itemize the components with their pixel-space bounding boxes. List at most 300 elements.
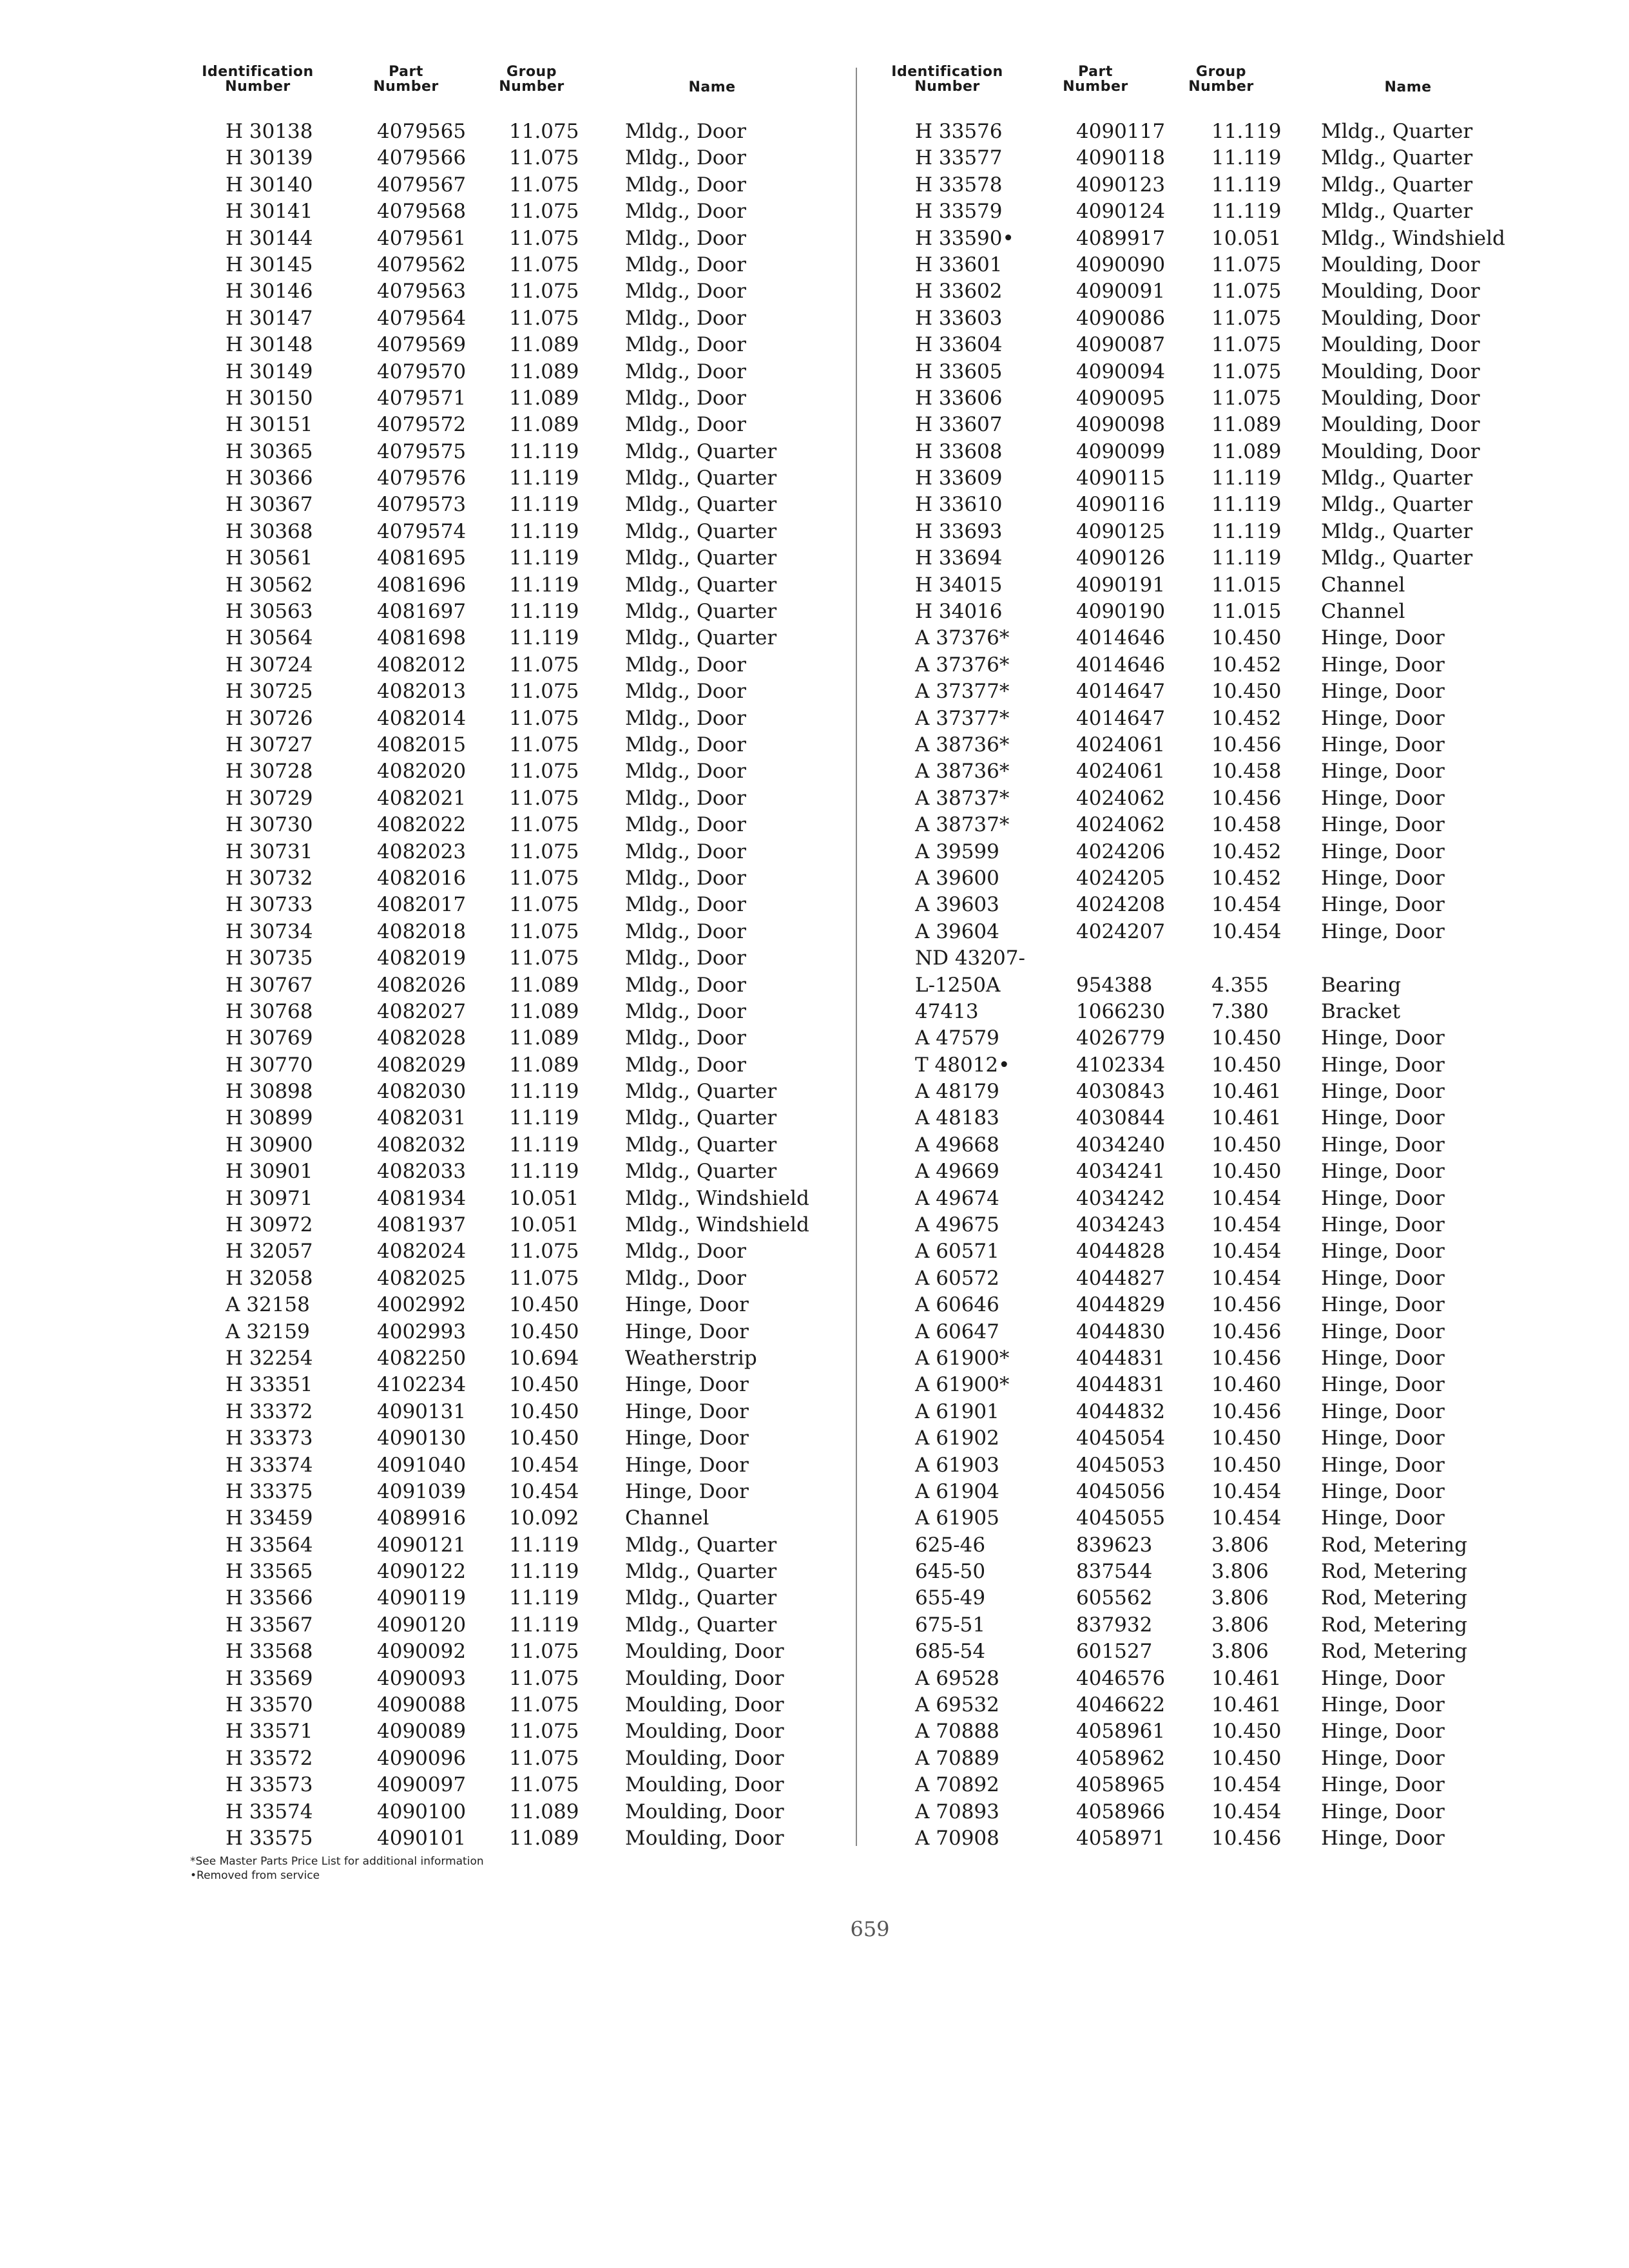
table-row	[187, 839, 838, 865]
group-number-cell: 3.806	[1211, 1560, 1269, 1584]
part-number-cell: 4034240	[1076, 1133, 1166, 1157]
identification-number-cell: A 38736*	[915, 733, 1010, 756]
part-name-cell: Hinge, Door	[625, 1479, 749, 1503]
part-number-cell: 4090126	[1076, 546, 1166, 570]
part-name-cell: Mldg., Door	[625, 1240, 746, 1264]
group-number-cell: 11.119	[1211, 146, 1282, 170]
part-name-cell: Hinge, Door	[1321, 813, 1445, 837]
part-name-cell: Moulding, Door	[625, 1827, 784, 1850]
part-name-cell: Hinge, Door	[1321, 1186, 1445, 1210]
identification-number-cell: H 30767	[226, 973, 313, 997]
part-number-cell: 4081937	[377, 1213, 467, 1237]
part-name-cell: Hinge, Door	[625, 1427, 749, 1450]
identification-number-cell: H 30971	[226, 1186, 313, 1210]
part-name-cell: Mldg., Door	[625, 1053, 746, 1077]
identification-number-cell: H 30367	[226, 493, 313, 517]
footnote-bullet: •Removed from service	[190, 1869, 320, 1882]
group-number-cell: 10.450	[1211, 1133, 1282, 1157]
group-number-cell: 11.119	[1211, 200, 1282, 224]
part-name-cell: Hinge, Door	[1321, 1453, 1445, 1477]
part-name-cell: Hinge, Door	[1321, 1773, 1445, 1797]
group-number-cell: 11.015	[1211, 573, 1282, 597]
identification-number-cell: A 69532	[915, 1693, 999, 1717]
group-number-cell: 11.089	[509, 1053, 579, 1077]
table-row	[876, 1532, 1527, 1559]
table-row	[187, 945, 838, 972]
part-number-cell: 4090121	[377, 1533, 467, 1557]
part-number-cell: 4090097	[377, 1773, 467, 1797]
part-number-cell: 4081695	[377, 546, 467, 570]
table-row	[187, 412, 838, 438]
table-row	[187, 359, 838, 385]
group-number-cell: 11.119	[509, 1533, 579, 1557]
group-number-cell: 11.119	[1211, 173, 1282, 197]
table-row	[876, 945, 1527, 972]
part-number-cell: 4090094	[1076, 360, 1166, 383]
group-number-cell: 10.458	[1211, 813, 1282, 837]
group-number-cell: 11.075	[509, 733, 579, 756]
group-number-cell: 11.075	[509, 680, 579, 704]
group-number-cell: 11.119	[509, 1586, 579, 1610]
identification-number-cell: A 60571	[915, 1240, 999, 1264]
group-number-cell: 11.075	[509, 226, 579, 250]
identification-number-cell: H 30140	[226, 173, 313, 197]
identification-number-cell: H 30365	[226, 439, 313, 463]
identification-number-cell: H 30562	[226, 573, 313, 597]
group-number-cell: 10.450	[1211, 1026, 1282, 1050]
table-row	[187, 252, 838, 278]
table-row	[876, 812, 1527, 838]
group-number-cell: 11.075	[509, 1720, 579, 1744]
part-number-cell: 605562	[1076, 1586, 1153, 1610]
part-number-cell: 4081698	[377, 626, 467, 650]
group-number-cell: 10.450	[1211, 1746, 1282, 1770]
part-name-cell: Hinge, Door	[625, 1453, 749, 1477]
table-row	[876, 1265, 1527, 1292]
table-row	[876, 892, 1527, 918]
identification-number-cell: A 61902	[915, 1427, 999, 1450]
table-row	[187, 572, 838, 599]
group-number-cell: 10.456	[1211, 786, 1282, 810]
table-row	[187, 1425, 838, 1452]
header-identification-number: Identification Number	[202, 64, 314, 95]
group-number-cell: 11.075	[509, 1693, 579, 1717]
part-name-cell: Mldg., Quarter	[625, 626, 777, 650]
part-number-cell: 4082014	[377, 706, 467, 730]
group-number-cell: 10.452	[1211, 866, 1282, 890]
header-name: Name	[688, 79, 736, 95]
identification-number-cell: H 33575	[226, 1827, 313, 1850]
part-name-cell: Mldg., Door	[625, 733, 746, 756]
identification-number-cell: H 33570	[226, 1693, 313, 1717]
part-number-cell: 4024207	[1076, 919, 1166, 943]
table-row	[187, 1105, 838, 1131]
left-column	[187, 64, 838, 1852]
group-number-cell: 10.456	[1211, 733, 1282, 756]
table-row	[876, 1505, 1527, 1532]
part-name-cell: Mldg., Quarter	[1321, 120, 1473, 143]
part-name-cell: Hinge, Door	[1321, 1240, 1445, 1264]
table-row	[187, 1345, 838, 1372]
footnotes	[190, 1854, 484, 1883]
part-name-cell: Mldg., Door	[625, 706, 746, 730]
group-number-cell: 11.075	[509, 786, 579, 810]
group-number-cell: 11.119	[509, 1080, 579, 1104]
identification-number-cell: A 39603	[915, 893, 999, 917]
part-number-cell: 4090116	[1076, 493, 1166, 517]
part-name-cell: Mldg., Door	[625, 760, 746, 783]
identification-number-cell: H 32058	[226, 1266, 313, 1290]
identification-number-cell: A 70888	[915, 1720, 999, 1744]
table-row	[876, 1132, 1527, 1158]
part-name-cell: Moulding, Door	[1321, 253, 1480, 276]
identification-number-cell: H 33564	[226, 1533, 313, 1557]
identification-number-cell: H 34016	[915, 600, 1003, 624]
group-number-cell: 10.454	[1211, 1186, 1282, 1210]
part-name-cell: Moulding, Door	[625, 1720, 784, 1744]
identification-number-cell: A 70893	[915, 1800, 999, 1823]
part-number-cell: 4090086	[1076, 306, 1166, 330]
identification-number-cell: H 30768	[226, 999, 313, 1023]
table-row	[876, 198, 1527, 225]
table-row	[187, 119, 838, 145]
table-row	[876, 1425, 1527, 1452]
part-number-cell: 954388	[1076, 973, 1153, 997]
part-name-cell: Rod, Metering	[1321, 1533, 1467, 1557]
identification-number-cell: H 33351	[226, 1373, 313, 1397]
group-number-cell: 10.454	[1211, 919, 1282, 943]
part-number-cell: 4090096	[377, 1746, 467, 1770]
table-row	[876, 519, 1527, 545]
part-name-cell: Moulding, Door	[1321, 360, 1480, 383]
table-row	[187, 865, 838, 892]
part-number-cell: 4079563	[377, 280, 467, 303]
group-number-cell: 11.119	[1211, 519, 1282, 543]
group-number-cell: 11.015	[1211, 600, 1282, 624]
part-number-cell: 4090115	[1076, 466, 1166, 490]
table-row	[876, 465, 1527, 492]
part-name-cell: Moulding, Door	[1321, 386, 1480, 410]
part-number-cell: 4090088	[377, 1693, 467, 1717]
identification-number-cell: H 30724	[226, 653, 313, 677]
part-number-cell: 4034243	[1076, 1213, 1166, 1237]
part-number-cell: 4046576	[1076, 1666, 1166, 1690]
table-row	[187, 492, 838, 518]
identification-number-cell: H 33373	[226, 1427, 313, 1450]
group-number-cell: 11.075	[509, 919, 579, 943]
group-number-cell: 10.454	[1211, 1800, 1282, 1823]
part-name-cell: Moulding, Door	[625, 1693, 784, 1717]
table-row	[187, 278, 838, 305]
part-name-cell: Mldg., Door	[625, 173, 746, 197]
part-number-cell: 4044831	[1076, 1346, 1166, 1370]
identification-number-cell: H 30366	[226, 466, 313, 490]
group-number-cell: 11.119	[509, 1106, 579, 1130]
part-number-cell: 4082032	[377, 1133, 467, 1157]
part-name-cell: Mldg., Door	[625, 306, 746, 330]
table-row	[876, 572, 1527, 599]
table-row	[187, 732, 838, 758]
part-number-cell: 4079573	[377, 493, 467, 517]
identification-number-cell: H 33605	[915, 360, 1003, 383]
part-name-cell: Mldg., Door	[625, 813, 746, 837]
part-number-cell: 4044831	[1076, 1373, 1166, 1397]
group-number-cell: 11.119	[509, 519, 579, 543]
group-number-cell: 10.450	[509, 1373, 579, 1397]
group-number-cell: 10.454	[1211, 1266, 1282, 1290]
part-name-cell: Mldg., Door	[625, 973, 746, 997]
identification-number-cell: H 33569	[226, 1666, 313, 1690]
right-table-body	[876, 119, 1527, 1852]
part-number-cell: 4082017	[377, 893, 467, 917]
part-name-cell: Hinge, Door	[1321, 1720, 1445, 1744]
table-row	[876, 332, 1527, 358]
part-name-cell: Mldg., Quarter	[625, 1560, 777, 1584]
table-row	[876, 1052, 1527, 1079]
part-number-cell: 4034242	[1076, 1186, 1166, 1210]
part-number-cell: 4091040	[377, 1453, 467, 1477]
part-number-cell: 4058965	[1076, 1773, 1166, 1797]
group-number-cell: 11.089	[509, 386, 579, 410]
part-name-cell: Mldg., Door	[625, 866, 746, 890]
part-name-cell: Hinge, Door	[1321, 1399, 1445, 1423]
part-name-cell: Hinge, Door	[1321, 786, 1445, 810]
group-number-cell: 11.119	[1211, 546, 1282, 570]
table-row	[187, 1399, 838, 1425]
table-row	[876, 1825, 1527, 1852]
part-number-cell: 4090101	[377, 1827, 467, 1850]
part-number-cell: 4090100	[377, 1800, 467, 1823]
part-name-cell: Mldg., Door	[625, 360, 746, 383]
identification-number-cell: H 30731	[226, 840, 313, 863]
table-row	[876, 1479, 1527, 1505]
group-number-cell: 11.075	[509, 840, 579, 863]
part-number-cell: 4090190	[1076, 600, 1166, 624]
part-name-cell: Moulding, Door	[625, 1800, 784, 1823]
part-number-cell: 4090120	[377, 1613, 467, 1637]
part-number-cell: 4079570	[377, 360, 467, 383]
part-number-cell: 4082012	[377, 653, 467, 677]
group-number-cell: 10.454	[509, 1479, 579, 1503]
part-name-cell: Hinge, Door	[1321, 1800, 1445, 1823]
part-number-cell: 4079572	[377, 413, 467, 437]
part-name-cell: Mldg., Door	[625, 200, 746, 224]
identification-number-cell: A 39600	[915, 866, 999, 890]
part-name-cell: Hinge, Door	[625, 1399, 749, 1423]
part-number-cell: 4079575	[377, 439, 467, 463]
part-number-cell: 4090118	[1076, 146, 1166, 170]
part-number-cell: 4045055	[1076, 1506, 1166, 1530]
table-row	[876, 999, 1527, 1025]
part-number-cell: 4082013	[377, 680, 467, 704]
group-number-cell: 10.461	[1211, 1693, 1282, 1717]
part-name-cell: Mldg., Door	[625, 226, 746, 250]
identification-number-cell: 625-46	[915, 1533, 986, 1557]
table-row	[187, 1825, 838, 1852]
part-number-cell: 4079569	[377, 333, 467, 357]
table-row	[187, 1052, 838, 1079]
part-name-cell: Mldg., Door	[625, 653, 746, 677]
group-number-cell: 11.075	[509, 306, 579, 330]
identification-number-cell: H 30972	[226, 1213, 313, 1237]
identification-number-cell: H 30770	[226, 1053, 313, 1077]
group-number-cell: 10.456	[1211, 1399, 1282, 1423]
identification-number-cell: H 30901	[226, 1160, 313, 1184]
identification-number-cell: H 33567	[226, 1613, 313, 1637]
group-number-cell: 10.450	[1211, 680, 1282, 704]
identification-number-cell: H 30151	[226, 413, 313, 437]
table-row	[876, 1345, 1527, 1372]
part-number-cell: 4082020	[377, 760, 467, 783]
part-number-cell: 4082018	[377, 919, 467, 943]
part-number-cell: 4079565	[377, 120, 467, 143]
group-number-cell: 11.089	[509, 413, 579, 437]
part-number-cell: 4044832	[1076, 1399, 1166, 1423]
group-number-cell: 10.458	[1211, 760, 1282, 783]
group-number-cell: 11.075	[509, 1666, 579, 1690]
table-row	[187, 1505, 838, 1532]
group-number-cell: 11.119	[1211, 466, 1282, 490]
identification-number-cell: H 33571	[226, 1720, 313, 1744]
group-number-cell: 11.075	[509, 1240, 579, 1264]
table-row	[187, 1745, 838, 1772]
table-row	[876, 1692, 1527, 1718]
identification-number-cell: A 38737*	[915, 786, 1010, 810]
part-name-cell: Mldg., Door	[625, 280, 746, 303]
table-row	[187, 1799, 838, 1825]
part-number-cell: 4082021	[377, 786, 467, 810]
part-name-cell: Moulding, Door	[1321, 306, 1480, 330]
part-name-cell: Hinge, Door	[625, 1293, 749, 1317]
identification-number-cell: H 30730	[226, 813, 313, 837]
identification-number-cell: H 33603	[915, 306, 1003, 330]
table-row	[876, 625, 1527, 651]
part-name-cell: Hinge, Door	[1321, 1506, 1445, 1530]
group-number-cell: 7.380	[1211, 999, 1269, 1023]
identification-number-cell: H 33610	[915, 493, 1003, 517]
part-number-cell: 4081696	[377, 573, 467, 597]
table-row	[187, 625, 838, 651]
table-row	[876, 1025, 1527, 1052]
part-name-cell: Hinge, Door	[1321, 626, 1445, 650]
part-name-cell: Hinge, Door	[1321, 1053, 1445, 1077]
part-number-cell: 4081934	[377, 1186, 467, 1210]
group-number-cell: 10.450	[1211, 1453, 1282, 1477]
part-name-cell: Moulding, Door	[1321, 280, 1480, 303]
part-name-cell: Hinge, Door	[1321, 680, 1445, 704]
part-name-cell: Mldg., Door	[625, 386, 746, 410]
part-number-cell: 4090131	[377, 1399, 467, 1423]
identification-number-cell: A 37377*	[915, 680, 1010, 704]
part-name-cell: Mldg., Quarter	[1321, 173, 1473, 197]
identification-number-cell: H 30144	[226, 226, 313, 250]
part-name-cell: Mldg., Door	[625, 680, 746, 704]
identification-number-cell: H 32254	[226, 1346, 313, 1370]
part-number-cell: 4024206	[1076, 840, 1166, 863]
part-number-cell: 4058962	[1076, 1746, 1166, 1770]
group-number-cell: 11.075	[1211, 386, 1282, 410]
left-table-body	[187, 119, 838, 1852]
part-name-cell: Hinge, Door	[1321, 1106, 1445, 1130]
table-row	[876, 385, 1527, 412]
part-number-cell: 4079571	[377, 386, 467, 410]
part-number-cell: 4082027	[377, 999, 467, 1023]
identification-number-cell: A 60647	[915, 1320, 999, 1343]
table-row	[876, 972, 1527, 999]
part-number-cell: 4082022	[377, 813, 467, 837]
part-name-cell: Mldg., Door	[625, 120, 746, 143]
part-name-cell: Hinge, Door	[625, 1320, 749, 1343]
part-number-cell: 4090091	[1076, 280, 1166, 303]
part-name-cell: Mldg., Door	[625, 1026, 746, 1050]
identification-number-cell: H 33568	[226, 1640, 313, 1664]
part-name-cell: Mldg., Door	[625, 840, 746, 863]
part-number-cell: 4082028	[377, 1026, 467, 1050]
part-number-cell: 4002993	[377, 1320, 467, 1343]
table-row	[187, 1238, 838, 1265]
part-name-cell: Mldg., Door	[625, 919, 746, 943]
table-row	[187, 1692, 838, 1718]
part-number-cell: 4044827	[1076, 1266, 1166, 1290]
part-number-cell: 4090191	[1076, 573, 1166, 597]
identification-number-cell: H 34015	[915, 573, 1003, 597]
identification-number-cell: H 33602	[915, 280, 1003, 303]
group-number-cell: 10.454	[1211, 1506, 1282, 1530]
part-name-cell: Mldg., Quarter	[625, 493, 777, 517]
group-number-cell: 11.089	[509, 333, 579, 357]
group-number-cell: 10.450	[509, 1399, 579, 1423]
part-number-cell: 4058966	[1076, 1800, 1166, 1823]
table-row	[187, 1666, 838, 1692]
identification-number-cell: A 60572	[915, 1266, 999, 1290]
part-number-cell: 4082023	[377, 840, 467, 863]
part-number-cell: 4079566	[377, 146, 467, 170]
identification-number-cell: H 30899	[226, 1106, 313, 1130]
group-number-cell: 10.450	[1211, 1053, 1282, 1077]
part-name-cell: Hinge, Door	[1321, 1160, 1445, 1184]
part-name-cell: Mldg., Quarter	[625, 573, 777, 597]
part-name-cell: Mldg., Quarter	[1321, 519, 1473, 543]
part-number-cell: 4058971	[1076, 1827, 1166, 1850]
identification-number-cell: H 30898	[226, 1080, 313, 1104]
group-number-cell: 11.089	[509, 999, 579, 1023]
group-number-cell: 11.075	[1211, 360, 1282, 383]
group-number-cell: 10.051	[509, 1186, 579, 1210]
group-number-cell: 10.456	[1211, 1346, 1282, 1370]
identification-number-cell: H 30728	[226, 760, 313, 783]
part-name-cell: Mldg., Quarter	[625, 1080, 777, 1104]
table-row	[876, 599, 1527, 625]
identification-number-cell: H 30148	[226, 333, 313, 357]
identification-number-cell: A 48183	[915, 1106, 999, 1130]
header-group-number: Group Number	[1188, 64, 1254, 95]
part-name-cell: Moulding, Door	[1321, 333, 1480, 357]
identification-number-cell: H 33579	[915, 200, 1003, 224]
table-row	[187, 652, 838, 678]
group-number-cell: 10.454	[1211, 893, 1282, 917]
identification-number-cell: H 30769	[226, 1026, 313, 1050]
identification-number-cell: A 70892	[915, 1773, 999, 1797]
part-name-cell: Hinge, Door	[1321, 1666, 1445, 1690]
part-number-cell: 4090122	[377, 1560, 467, 1584]
group-number-cell: 10.452	[1211, 706, 1282, 730]
table-row	[876, 1559, 1527, 1585]
table-row	[187, 678, 838, 705]
identification-number-cell: H 30725	[226, 680, 313, 704]
table-row	[187, 785, 838, 812]
part-name-cell: Rod, Metering	[1321, 1640, 1467, 1664]
group-number-cell: 10.461	[1211, 1106, 1282, 1130]
